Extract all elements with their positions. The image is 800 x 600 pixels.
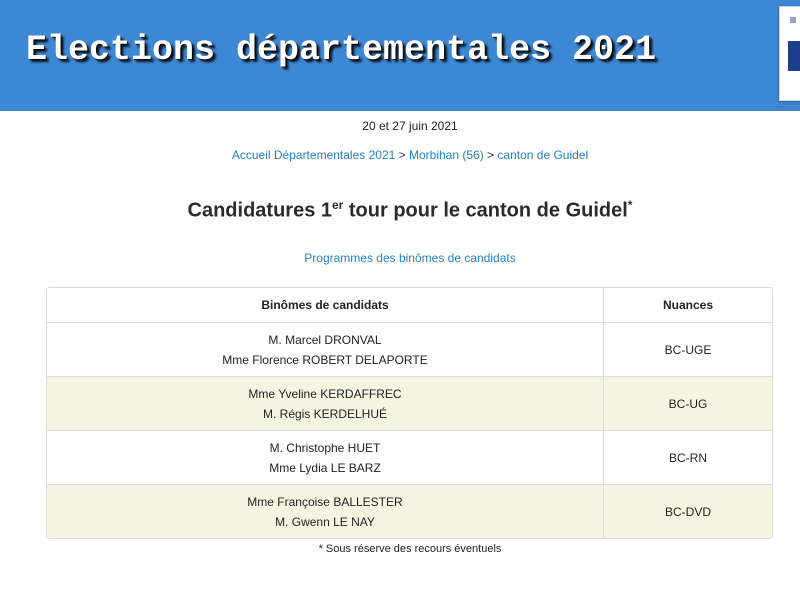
breadcrumb-separator: > [487, 148, 495, 162]
breadcrumb-link-department[interactable]: Morbihan (56) [409, 148, 484, 162]
candidate-pair-cell [47, 376, 603, 430]
header-banner [0, 0, 800, 111]
breadcrumb-link-canton[interactable]: canton de Guidel [497, 148, 589, 162]
candidate-name: M. Christophe HUET [269, 440, 381, 455]
candidate-name: M. Marcel DRONVAL [268, 332, 382, 347]
candidates-table [46, 287, 773, 539]
page-title-suffix: tour pour le canton de Guidel [343, 199, 628, 222]
nuance-cell: BC-UG [603, 376, 772, 430]
page-title-prefix: Candidatures 1 [187, 199, 332, 222]
page-title [0, 198, 800, 223]
page-title-footnote-mark: * [627, 198, 633, 212]
candidate-name: Mme Yveline KERDAFFREC [248, 386, 402, 401]
table-row [47, 376, 772, 430]
breadcrumb [0, 148, 800, 162]
election-dates: 20 et 27 juin 2021 [362, 119, 458, 133]
breadcrumb-link-home[interactable]: Accueil Départementales 2021 [231, 148, 396, 162]
candidate-name: M. Gwenn LE NAY [275, 514, 375, 529]
column-header-candidates: Binômes de candidats [47, 288, 603, 323]
table-row [47, 484, 772, 538]
breadcrumb-separator: > [398, 148, 406, 162]
table-row [47, 430, 772, 484]
page-title-ordinal: er [332, 198, 344, 212]
banner-title: Elections départementales 2021 [26, 30, 657, 70]
nuance-cell: BC-RN [603, 430, 772, 484]
nuance-cell: BC-UGE [603, 323, 772, 376]
column-header-nuances: Nuances [603, 288, 772, 323]
logo-block-icon [788, 41, 800, 71]
candidate-name: Mme Florence ROBERT DELAPORTE [222, 352, 428, 367]
logo-mark-icon [790, 17, 796, 23]
candidate-pair-cell [47, 323, 603, 376]
candidate-name: Mme Lydia LE BARZ [269, 460, 381, 475]
candidate-name: M. Régis KERDELHUÉ [262, 406, 388, 421]
candidate-name: Mme Françoise BALLESTER [247, 494, 403, 509]
candidate-pair-cell [47, 484, 603, 538]
candidate-pair-cell [47, 430, 603, 484]
table-header-row [47, 288, 772, 323]
nuance-cell: BC-DVD [603, 484, 772, 538]
footnote: * Sous réserve des recours éventuels [318, 543, 502, 555]
table-row [47, 323, 772, 376]
republique-francaise-logo[interactable] [779, 6, 800, 101]
programs-link[interactable]: Programmes des binômes de candidats [304, 251, 516, 265]
